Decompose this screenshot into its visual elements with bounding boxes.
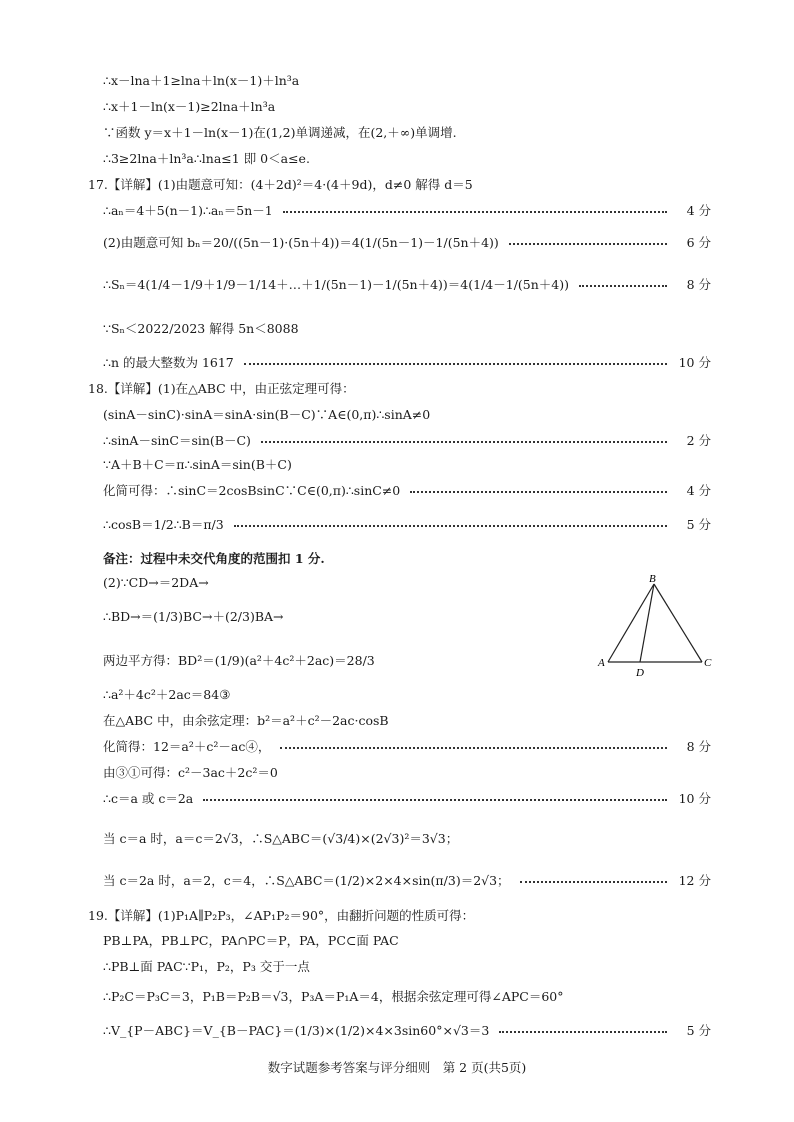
triangle-figure	[596, 572, 716, 682]
score: 2 分	[686, 433, 711, 448]
line-text: 两边平方得：BD²＝(1/9)(a²＋4c²＋2ac)＝28/3	[103, 653, 375, 668]
score: 5 分	[686, 1023, 711, 1038]
score: 8 分	[686, 277, 711, 292]
line-3	[103, 120, 711, 144]
line-text: ∵A＋B＋C＝π∴sinA＝sin(B＋C)	[103, 457, 292, 472]
line-text: ∴x－lna＋1≥lna＋ln(x－1)＋ln³a	[103, 73, 300, 88]
line-text: ∵Sₙ＜2022/2023 解得 5n＜8088	[103, 321, 299, 336]
line-text: 在△ABC 中，由余弦定理：b²＝a²＋c²－2ac·cosB	[103, 713, 389, 728]
vertex-label-a: A	[598, 657, 605, 669]
line-text: 当 c＝2a 时，a＝2，c＝4，∴S△ABC＝(1/2)×2×4×sin(π/3)＝2√3；	[103, 873, 510, 888]
line-text: 19.【详解】(1)P₁A∥P₂P₃，∠AP₁P₂＝90°，由翻折问题的性质可得：	[88, 908, 475, 923]
score: 4 分	[686, 203, 711, 218]
line-12	[103, 402, 711, 426]
line-text: (sinA－sinC)·sinA＝sinA·sin(B－C)∵A∈(0,π)∴sinA≠0	[103, 407, 431, 422]
line-23	[103, 734, 711, 758]
line-text: (2)∵CD→＝2DA→	[103, 575, 209, 590]
problem-17-heading	[88, 172, 711, 196]
line-9	[103, 316, 711, 340]
line-2	[103, 94, 711, 118]
leader-dots	[579, 285, 667, 287]
line-25	[103, 786, 711, 810]
line-14	[103, 452, 711, 476]
line-text: ∴BD→＝(1/3)BC→＋(2/3)BA→	[103, 609, 284, 624]
line-32	[103, 1018, 711, 1042]
line-text: ∴x＋1－ln(x－1)≥2lna＋ln³a	[103, 99, 276, 114]
line-text: ∴PB⊥面 PAC∵P₁，P₂，P₃ 交于一点	[103, 959, 310, 974]
line-text: 18.【详解】(1)在△ABC 中，由正弦定理可得：	[88, 381, 355, 396]
side-bc	[654, 584, 702, 662]
line-text: ∴V_{P－ABC}＝V_{B－PAC}＝(1/3)×(1/2)×4×3sin60°×√3＝3	[103, 1023, 490, 1038]
line-text: ∴cosB＝1/2∴B＝π/3	[103, 517, 224, 532]
line-1	[103, 68, 711, 92]
line-text: ∴n 的最大整数为 1617	[103, 355, 234, 370]
line-text: ∴Sₙ＝4(1/4－1/9＋1/9－1/14＋…＋1/(5n－1)－1/(5n＋4))＝4(1/4－1/(5n＋4))	[103, 277, 569, 292]
note-line	[103, 546, 711, 570]
page-footer: 数字试题参考答案与评分细则 第 2 页(共5页)	[267, 1060, 527, 1075]
line-text: 当 c＝a 时，a＝c＝2√3，∴S△ABC＝(√3/4)×(2√3)²＝3√3；	[103, 831, 459, 846]
line-6	[103, 198, 711, 222]
line-22	[103, 708, 711, 732]
line-7	[103, 230, 711, 254]
line-text: PB⊥PA，PB⊥PC，PA∩PC＝P，PA，PC⊂面 PAC	[103, 933, 399, 948]
line-text: ∴sinA－sinC＝sin(B－C)	[103, 433, 251, 448]
line-text: 化简得：12＝a²＋c²－ac④，	[103, 739, 271, 754]
line-text: ∴a²＋4c²＋2ac＝84③	[103, 687, 231, 702]
line-text: ∴c＝a 或 c＝2a	[103, 791, 194, 806]
leader-dots	[280, 747, 667, 749]
line-24	[103, 760, 711, 784]
line-21	[103, 682, 711, 706]
line-8	[103, 272, 711, 296]
line-16	[103, 512, 711, 536]
leader-dots	[509, 243, 667, 245]
line-26	[103, 826, 711, 850]
leader-dots	[203, 799, 667, 801]
vertex-label-c: C	[704, 657, 712, 669]
line-text: 17.【详解】(1)由题意可知：(4＋2d)²＝4·(4＋9d)，d≠0 解得 d＝5	[88, 177, 473, 192]
line-text: 由③①可得：c²－3ac＋2c²＝0	[103, 765, 278, 780]
line-text: ∴aₙ＝4＋5(n－1)∴aₙ＝5n－1	[103, 203, 273, 218]
line-text: (2)由题意可知 bₙ＝20/((5n－1)·(5n＋4))＝4(1/(5n－1)－1/(5n＋4))	[103, 235, 499, 250]
score: 5 分	[686, 517, 711, 532]
line-10	[103, 350, 711, 374]
line-31	[103, 984, 711, 1008]
score: 10 分	[678, 791, 711, 806]
line-text: ∴3≥2lna＋ln³a∴lna≤1 即 0＜a≤e.	[103, 151, 310, 166]
vertex-label-b: B	[649, 573, 656, 585]
score: 12 分	[678, 873, 711, 888]
point-label-d: D	[636, 667, 644, 679]
score: 10 分	[678, 355, 711, 370]
line-4	[103, 146, 711, 170]
line-30	[103, 954, 711, 978]
line-text: 化简可得：∴sinC＝2cosBsinC∵C∈(0,π)∴sinC≠0	[103, 483, 401, 498]
leader-dots	[244, 363, 667, 365]
problem-18-heading	[88, 376, 711, 400]
leader-dots	[261, 441, 667, 443]
leader-dots	[499, 1031, 667, 1033]
line-text: 备注：过程中未交代角度的范围扣 1 分.	[103, 551, 325, 566]
line-27	[103, 868, 711, 892]
line-text: ∴P₂C＝P₃C＝3，P₁B＝P₂B＝√3，P₃A＝P₁A＝4，根据余弦定理可得∠APC＝60°	[103, 989, 564, 1004]
leader-dots	[283, 211, 667, 213]
leader-dots	[520, 881, 667, 883]
leader-dots	[410, 491, 667, 493]
score: 4 分	[686, 483, 711, 498]
line-text: ∵函数 y＝x＋1－ln(x－1)在(1,2)单调递减，在(2,＋∞)单调增.	[103, 125, 457, 140]
score: 6 分	[686, 235, 711, 250]
leader-dots	[234, 525, 667, 527]
line-15	[103, 478, 711, 502]
score: 8 分	[686, 739, 711, 754]
line-13	[103, 428, 711, 452]
problem-19-heading	[88, 903, 711, 927]
line-29	[103, 928, 711, 952]
